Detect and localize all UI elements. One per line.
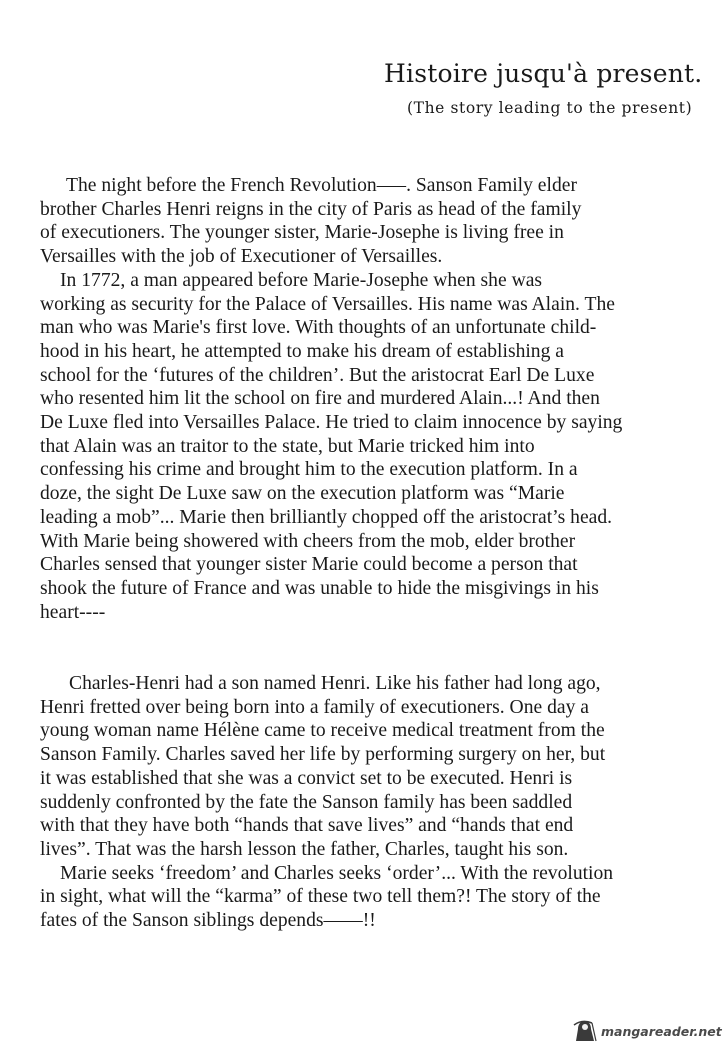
text-line: that Alain was an traitor to the state, but Marie tricked him into	[40, 435, 535, 457]
text-line: young woman name Hélène came to receive medical treatment from the	[40, 720, 605, 742]
text-line: In 1772, a man appeared before Marie-Josephe when she was	[60, 269, 543, 291]
text-line: leading a mob”... Marie then brilliantly chopped off the aristocrat’s head.	[40, 506, 613, 528]
page-subtitle: (The story leading to the present)	[407, 99, 693, 117]
text-line: Henri fretted over being born into a family of executioners. One day a	[40, 696, 589, 718]
text-line: hood in his heart, he attempted to make his dream of establishing a	[40, 340, 564, 362]
text-line: doze, the sight De Luxe saw on the execution platform was “Marie	[40, 483, 565, 505]
text-line: with that they have both “hands that save lives” and “hands that end	[40, 815, 574, 837]
text-line: working as security for the Palace of Versailles. His name was Alain. The	[40, 293, 615, 315]
story-paragraph-2	[40, 672, 613, 933]
text-line: school for the ‘futures of the children’. But the aristocrat Earl De Luxe	[40, 364, 595, 386]
story-paragraph-1	[40, 174, 622, 624]
text-line: Charles sensed that younger sister Marie could become a person that	[40, 554, 578, 576]
text-line: heart----	[40, 601, 106, 623]
text-line: of executioners. The younger sister, Marie-Josephe is living free in	[40, 222, 564, 244]
text-line: De Luxe fled into Versailles Palace. He tried to claim innocence by saying	[40, 412, 623, 434]
text-line: confessing his crime and brought him to the execution platform. In a	[40, 459, 578, 481]
watermark-text[interactable]: mangareader.net	[601, 1023, 722, 1039]
text-line: it was established that she was a convict set to be executed. Henri is	[40, 767, 573, 789]
text-line: fates of the Sanson siblings depends——!!	[40, 910, 376, 932]
text-line: shook the future of France and was unable to hide the misgivings in his	[40, 577, 599, 599]
text-line: Marie seeks ‘freedom’ and Charles seeks ‘order’... With the revolution	[60, 862, 614, 884]
text-line: Versailles with the job of Executioner of Versailles.	[40, 246, 443, 268]
reaper-figure-icon	[572, 1019, 598, 1043]
text-line: With Marie being showered with cheers from the mob, elder brother	[40, 530, 576, 552]
text-line: The night before the French Revolution—–. Sanson Family elder	[66, 175, 577, 196]
text-line: lives”. That was the harsh lesson the father, Charles, taught his son.	[40, 838, 569, 860]
text-line: who resented him lit the school on fire and murdered Alain...! And then	[40, 388, 600, 410]
text-line: Charles-Henri had a son named Henri. Like his father had long ago,	[69, 673, 601, 694]
text-line: suddenly confronted by the fate the Sanson family has been saddled	[40, 791, 573, 813]
text-line: brother Charles Henri reigns in the city of Paris as head of the family	[40, 198, 582, 220]
text-line: Sanson Family. Charles saved her life by performing surgery on her, but	[40, 744, 606, 766]
watermark[interactable]	[572, 1019, 722, 1043]
page-title: Histoire jusqu'à present.	[384, 59, 703, 88]
text-line: in sight, what will the “karma” of these two tell them?! The story of the	[40, 886, 601, 908]
text-line: man who was Marie's first love. With thoughts of an unfortunate child-	[40, 317, 597, 339]
